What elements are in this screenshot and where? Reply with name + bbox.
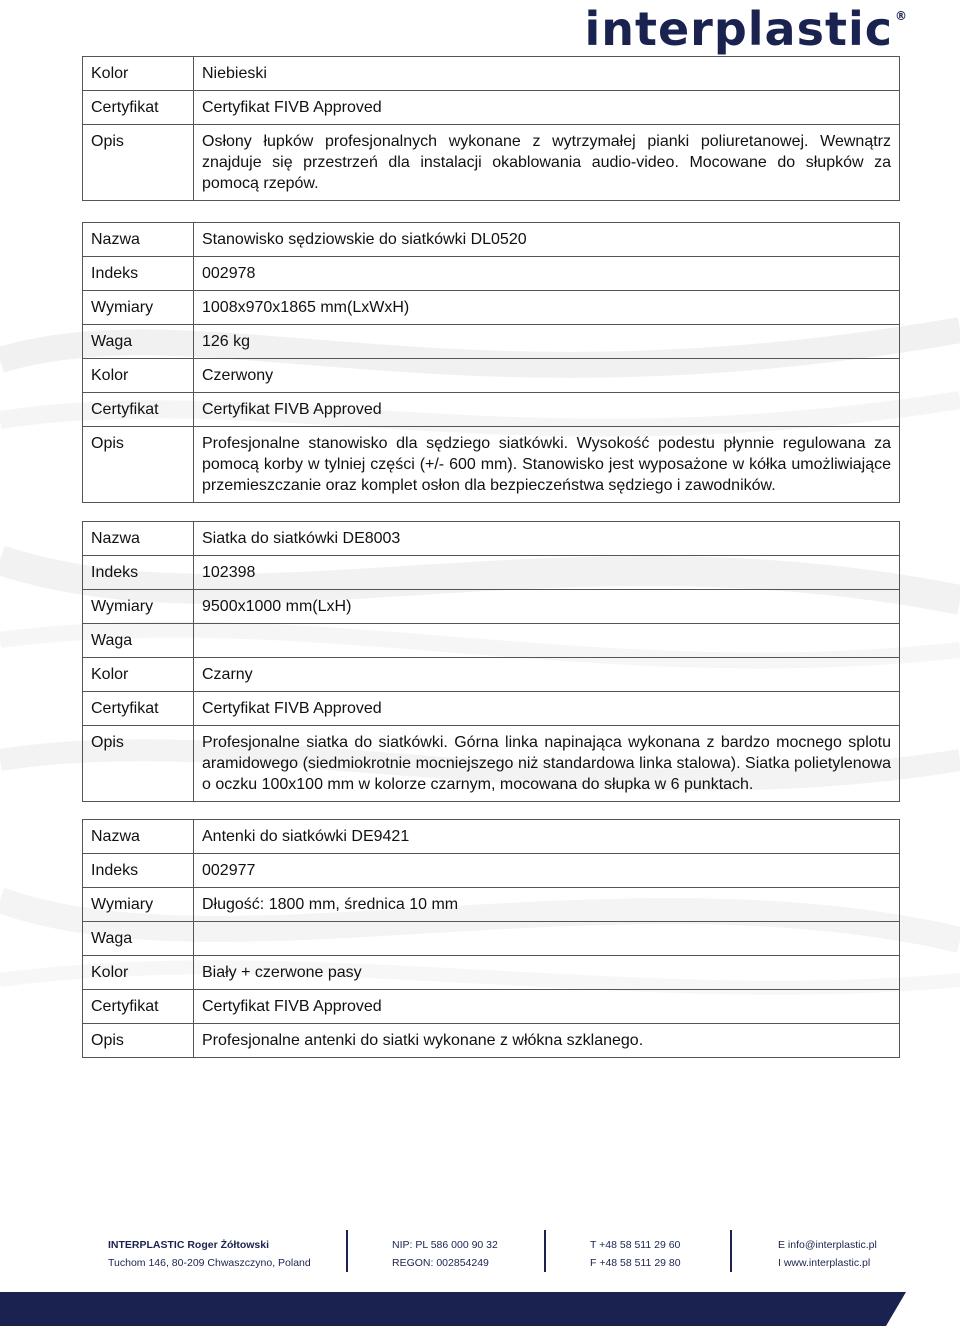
row-label: Kolor (83, 359, 194, 393)
row-label: Waga (83, 922, 194, 956)
table-row (83, 427, 900, 503)
row-value (194, 624, 900, 658)
spec-table-3 (82, 521, 900, 802)
table-row (83, 57, 900, 91)
table-row (83, 624, 900, 658)
row-value: 9500x1000 mm(LxH) (194, 590, 900, 624)
table-row (83, 854, 900, 888)
row-value: 002978 (194, 257, 900, 291)
page-footer (0, 1226, 960, 1286)
row-label: Wymiary (83, 888, 194, 922)
table-row (83, 291, 900, 325)
table-row (83, 223, 900, 257)
row-description: Profesjonalne stanowisko dla sędziego siatkówki. Wysokość podestu płynnie regulowana za pomocą korby w tylniej części (+/- 600 mm). Stanowisko jest wyposażone w kółka umożliwiające przemieszczanie oraz komplet osłon dla bezpieczeństwa sędziego i zawodników. (194, 427, 900, 503)
row-label: Nazwa (83, 820, 194, 854)
interplastic-logo (584, 2, 908, 56)
logo-text: interplastic (584, 2, 893, 56)
row-value (194, 922, 900, 956)
footer-divider (730, 1230, 732, 1272)
row-label: Waga (83, 624, 194, 658)
spec-table-4 (82, 819, 900, 1058)
table-row (83, 590, 900, 624)
footer-bar-slant (886, 1292, 960, 1326)
spec-table-1 (82, 56, 900, 201)
row-value: Certyfikat FIVB Approved (194, 393, 900, 427)
table-row (83, 888, 900, 922)
row-label: Waga (83, 325, 194, 359)
row-label: Indeks (83, 556, 194, 590)
footer-website[interactable]: I www.interplastic.pl (778, 1257, 871, 1269)
table-row (83, 692, 900, 726)
table-row (83, 820, 900, 854)
table-row (83, 91, 900, 125)
row-value: 002977 (194, 854, 900, 888)
row-value: 102398 (194, 556, 900, 590)
row-value: Biały + czerwone pasy (194, 956, 900, 990)
row-value: Certyfikat FIVB Approved (194, 990, 900, 1024)
footer-phone-block (590, 1236, 681, 1272)
row-label: Certyfikat (83, 692, 194, 726)
row-description: Profesjonalne siatka do siatkówki. Górna linka napinająca wykonana z bardzo mocnego splotu aramidowego (siedmiokrotnie mocniejszego niż standardowa linka stalowa). Siatka polietylenowa o oczku 100x100 mm w kolorze czarnym, mocowana do słupka w 6 punktach. (194, 726, 900, 802)
row-label: Certyfikat (83, 990, 194, 1024)
table-row (83, 257, 900, 291)
row-value: Długość: 1800 mm, średnica 10 mm (194, 888, 900, 922)
product-name: Siatka do siatkówki DE8003 (194, 522, 900, 556)
row-label: Certyfikat (83, 393, 194, 427)
footer-phone: T +48 58 511 29 60 (590, 1239, 681, 1251)
row-value: Certyfikat FIVB Approved (194, 692, 900, 726)
table-row (83, 956, 900, 990)
row-label: Opis (83, 125, 194, 201)
row-label: Opis (83, 427, 194, 503)
row-label: Indeks (83, 257, 194, 291)
row-value: 1008x970x1865 mm(LxWxH) (194, 291, 900, 325)
footer-fax: F +48 58 511 29 80 (590, 1257, 681, 1269)
footer-email[interactable]: E info@interplastic.pl (778, 1239, 877, 1251)
row-value: Czerwony (194, 359, 900, 393)
table-row (83, 922, 900, 956)
footer-contact-block (778, 1236, 877, 1272)
registered-mark: ® (895, 9, 908, 23)
row-label: Certyfikat (83, 91, 194, 125)
row-label: Opis (83, 1024, 194, 1058)
table-row (83, 125, 900, 201)
table-row (83, 990, 900, 1024)
footer-address: Tuchom 146, 80-209 Chwaszczyno, Poland (108, 1257, 311, 1269)
footer-divider (544, 1230, 546, 1272)
footer-regon: REGON: 002854249 (392, 1257, 489, 1269)
row-label: Indeks (83, 854, 194, 888)
row-label: Opis (83, 726, 194, 802)
footer-company-block (108, 1236, 311, 1272)
footer-divider (346, 1230, 348, 1272)
table-row (83, 393, 900, 427)
row-label: Kolor (83, 57, 194, 91)
product-name: Stanowisko sędziowskie do siatkówki DL0520 (194, 223, 900, 257)
footer-bar (0, 1292, 960, 1326)
footer-nip: NIP: PL 586 000 90 32 (392, 1239, 498, 1251)
table-row (83, 1024, 900, 1058)
row-label: Wymiary (83, 291, 194, 325)
table-row (83, 325, 900, 359)
table-row (83, 726, 900, 802)
row-value: Niebieski (194, 57, 900, 91)
product-name: Antenki do siatkówki DE9421 (194, 820, 900, 854)
row-description: Profesjonalne antenki do siatki wykonane z włókna szklanego. (194, 1024, 900, 1058)
row-label: Kolor (83, 956, 194, 990)
row-description: Osłony łupków profesjonalnych wykonane z wytrzymałej pianki poliuretanowej. Wewnątrz znajduje się przestrzeń dla instalacji okablowania audio-video. Mocowane do słupków za pomocą rzepów. (194, 125, 900, 201)
footer-company: INTERPLASTIC Roger Żółtowski (108, 1239, 270, 1251)
row-value: Czarny (194, 658, 900, 692)
row-label: Kolor (83, 658, 194, 692)
table-row (83, 522, 900, 556)
table-row (83, 556, 900, 590)
table-row (83, 359, 900, 393)
footer-registry-block (392, 1236, 498, 1272)
row-value: 126 kg (194, 325, 900, 359)
row-label: Wymiary (83, 590, 194, 624)
row-label: Nazwa (83, 223, 194, 257)
row-label: Nazwa (83, 522, 194, 556)
table-row (83, 658, 900, 692)
spec-table-2 (82, 222, 900, 503)
row-value: Certyfikat FIVB Approved (194, 91, 900, 125)
